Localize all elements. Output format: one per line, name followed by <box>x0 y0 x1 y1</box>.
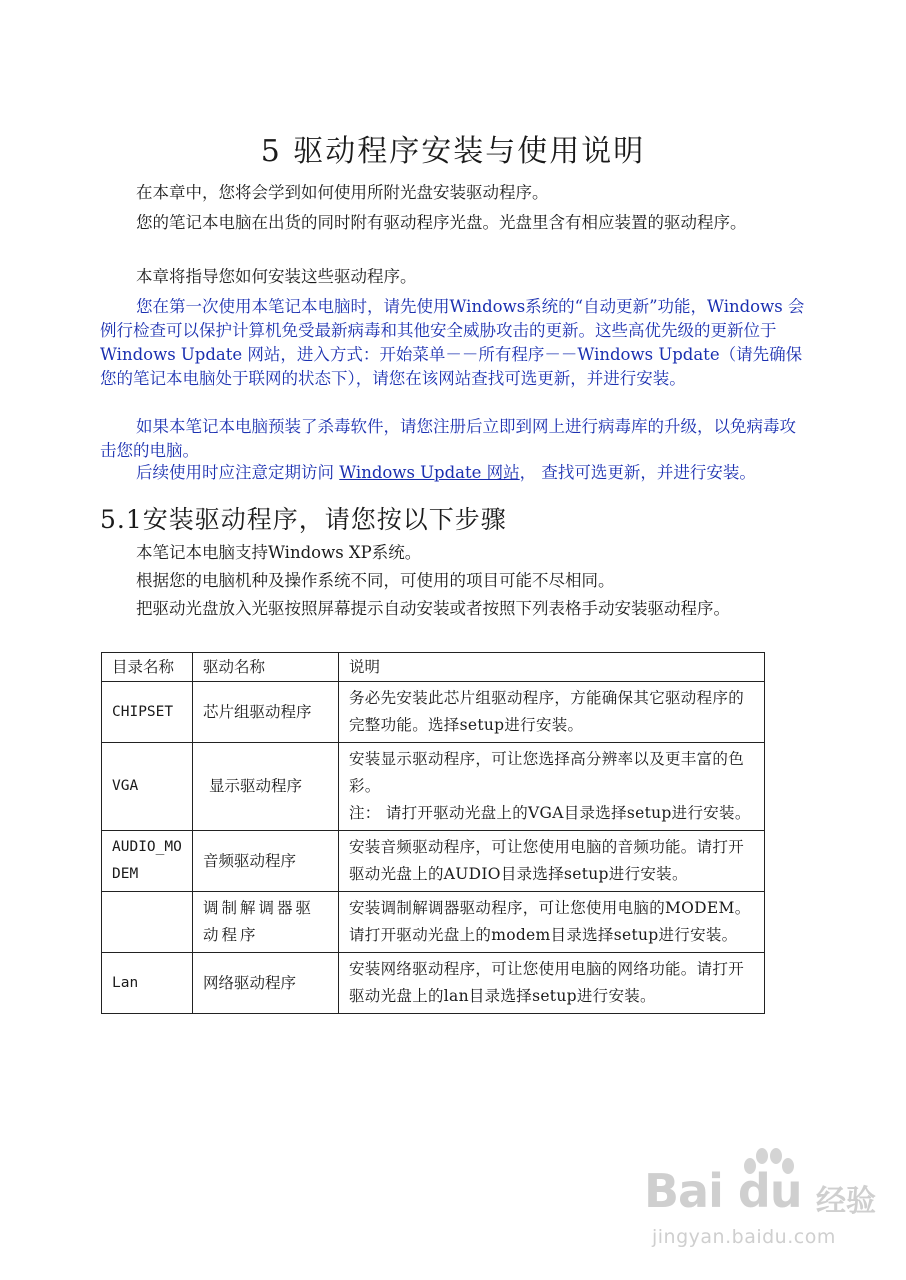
row-description: 务必先安装此芯片组驱动程序，方能确保其它驱动程序的完整功能。选择setup进行安装。 <box>339 682 765 743</box>
table-row <box>102 682 765 743</box>
row-directory: AUDIO_MODEM <box>102 831 193 892</box>
watermark-url: jingyan.baidu.com <box>652 1226 836 1248</box>
notice-text-after-link: ， 查找可选更新，并进行安装。 <box>519 463 756 482</box>
table-row <box>102 953 765 1014</box>
row-note: 注： 请打开驱动光盘上的VGA目录选择setup进行安装。 <box>349 804 751 822</box>
row-description-text: 安装显示驱动程序，可让您选择高分辨率以及更丰富的色彩。 <box>349 750 745 795</box>
row-driver: 调制解调器驱动程序 <box>193 892 339 953</box>
row-directory <box>102 892 193 953</box>
windows-update-link[interactable]: Windows Update 网站 <box>339 463 520 482</box>
row-directory: Lan <box>102 953 193 1014</box>
table-row <box>102 831 765 892</box>
row-driver: 显示驱动程序 <box>193 743 339 831</box>
header-driver: 驱动名称 <box>193 653 339 682</box>
row-directory: CHIPSET <box>102 682 193 743</box>
notice-paragraph-3 <box>100 461 810 485</box>
row-description: 安装音频驱动程序，可让您使用电脑的音频功能。请打开驱动光盘上的AUDIO目录选择setup进行安装。 <box>339 831 765 892</box>
watermark-logo: Bai du <box>644 1164 802 1218</box>
intro-paragraph-2: 您的笔记本电脑在出货的同时附有驱动程序光盘。光盘里含有相应装置的驱动程序。 <box>136 213 747 232</box>
intro-paragraph-1: 在本章中，您将会学到如何使用所附光盘安装驱动程序。 <box>136 183 549 202</box>
chapter-title: 5 驱动程序安装与使用说明 <box>260 134 646 169</box>
section-paragraph-1: 本笔记本电脑支持Windows XP系统。 <box>136 543 422 562</box>
row-description: 安装网络驱动程序，可让您使用电脑的网络功能。请打开驱动光盘上的lan目录选择setup进行安装。 <box>339 953 765 1014</box>
table-header-row <box>102 653 765 682</box>
row-directory: VGA <box>102 743 193 831</box>
notice-paragraph-1: 您在第一次使用本笔记本电脑时，请先使用Windows系统的“自动更新”功能，Windows 会例行检查可以保护计算机免受最新病毒和其他安全威胁攻击的更新。这些高优先级的更新位于 Windows Update 网站，进入方式：开始菜单－－所有程序－－Windows Update（请先确保您的笔记本电脑处于联网的状态下），请您在该网站查找可选更新，并进行安装。 <box>100 297 805 388</box>
row-driver: 网络驱动程序 <box>193 953 339 1014</box>
row-driver: 芯片组驱动程序 <box>193 682 339 743</box>
header-description: 说明 <box>339 653 765 682</box>
watermark-sub: 经验 <box>816 1184 876 1219</box>
notice-paragraph-2: 如果本笔记本电脑预装了杀毒软件，请您注册后立即到网上进行病毒库的升级，以免病毒攻击您的电脑。 <box>100 417 796 460</box>
row-description: 安装调制解调器驱动程序，可让您使用电脑的MODEM。请打开驱动光盘上的modem目录选择setup进行安装。 <box>339 892 765 953</box>
driver-table <box>101 652 765 1014</box>
header-directory: 目录名称 <box>102 653 193 682</box>
section-title: 5.1安装驱动程序，请您按以下步骤 <box>100 505 507 534</box>
intro-paragraph-3: 本章将指导您如何安装这些驱动程序。 <box>136 267 417 286</box>
baidu-jingyan-watermark <box>640 1146 880 1266</box>
section-paragraph-2: 根据您的电脑机种及操作系统不同，可使用的项目可能不尽相同。 <box>136 571 615 590</box>
section-paragraph-3: 把驱动光盘放入光驱按照屏幕提示自动安装或者按照下列表格手动安装驱动程序。 <box>136 599 730 618</box>
row-driver: 音频驱动程序 <box>193 831 339 892</box>
row-description <box>339 743 765 831</box>
table-row <box>102 892 765 953</box>
notice-text-before-link: 后续使用时应注意定期访问 <box>136 463 340 482</box>
table-row <box>102 743 765 831</box>
